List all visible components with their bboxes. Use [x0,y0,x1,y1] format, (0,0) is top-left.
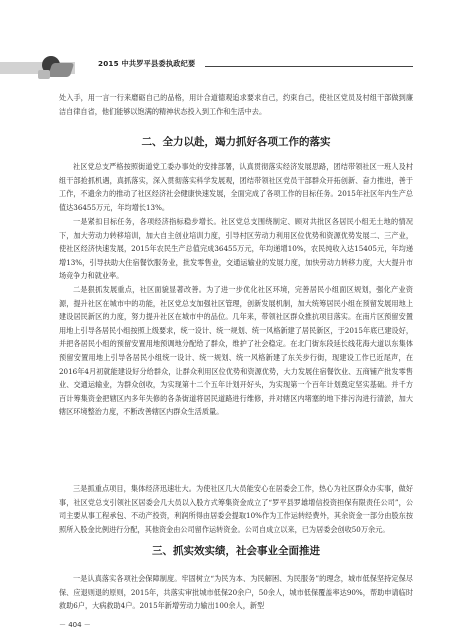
running-header [0,54,471,84]
header-title: 2015 中共罗平县委执政纪要 [98,59,196,68]
section1-paragraph-4: 三是抓重点项目，集体经济迅速壮大。为使社区几大员能安心在居委会工作，热心为社区群众办实事，做好事，社区党总支引领社区居委会几大员以入股方式筹集资金成立了“罗平县罗雄增信投资担保有限责任公司”，公司主要从事工程承包、不动产投资，利润所得由居委会提取10%作为工作运转经费外，其余资金一部分由股东按照所入股金比例进行分配，其他资金由公司留作运转资金。公司自成立以来，已为居委会创收50万余元。 [59,484,413,534]
header-logo-icon [36,54,76,82]
section-heading-1: 二、全力以赴，竭力抓好各项工作的落实 [141,136,331,148]
section1-paragraph-1: 社区党总支严格按照街道党工委办事处的安排部署，认真贯彻落实经济发展思路，团结带领社区一班人及村组干部抢抓机遇，真抓落实，深入贯彻落实科学发展观，团结带领社区党员干部群众开拓创新、奋力推进，善于工作，不遗余力的推动了社区经济社会健康快速发展，全面完成了各项工作的目标任务。2015年社区年内生产总值达36455万元，年均增长13%。 [59,162,413,212]
section-heading-2: 三、抓实效实绩，社会事业全面推进 [152,545,320,557]
section1-paragraph-3: 二是狠抓发展重点，社区面貌显著改善。为了进一步优化社区环境，完善居民小组面区规划，强化产业资源，提升社区在城市中的功能，社区党总支加强社区管理，创新发展机制，加大统筹居民小组在预留发展用地上建设居民新区的力度，努力提升社区在城市中的品位。几年来，带领社区群众推抗项目落实。在南片区预留安置用地上引导各居民小组按照上级要求，统一设计、统一规划、统一风格新建了居民新区，于2015年底已建设好，并把各居民小组的预留安置用地预调地分配给了群众，维护了社会稳定。在北门街东段延长线花海大道以东集体预留安置用地上引导各居民小组统一设计、统一规划、统一风格新建了东关步行街，现建设工作已近尾声，在2016年4月初就能建设好分给群众，让群众利用区位优势和资源优势，大力发展住宿餐饮业、五商铺产批发零售业、交通运输业，为群众创收，为实现第十二个五年计划开好头，为实现第一个百年计划奠定坚实基础。并千方百计筹集资金把辖区内多年失修的各条街道将居民道路进行维修，并对辖区内堵塞的地下排污沟进行清淤，加大辖区环境整治力度，不断改善辖区内群众生活质量。 [59,285,413,417]
header-rule [205,66,413,67]
section2-paragraph-1: 一是认真落实各项社会保障制度。牢固树立“为民为本、为民解困、为民服务”的理念，城市低保坚持定保尽保、应退则退的原则，2015年，共落实审批城市低保20余户，50余人，城市低保覆盖率达90%，帮助申请临时救助6户，大病救助4户。2015年新增劳动力输出100余人，新型 [59,574,413,611]
page-number: － 404 － [59,621,91,629]
section1-paragraph-2: 一是紧扣目标任务，各项经济指标稳步增长。社区党总支围绕制定、顾对共批区各居民小组无土地的情况下，加大劳动力转移培训，加大自主创业培训力度，引导村区劳动力利用区位优势和资源优势发展二、三产业，使社区经济快速发展，2015年农民生产总值完成36455万元，年均递增10%，农民纯收入达15405元，年均递增13%，引导扶助大住宿餐饮服务业，批发零售业，交通运输业的发展力度，加快劳动力转移力度，大大提升市场竞争力和就业率。 [59,217,413,281]
paragraph-top-1: 处入手，用一言一行来磨砺自己的品格，用计合道德观追求要求自己，约束自己，使社区党员及村组干部做到廉洁自律自省，他们能够以饱满的精神状态投入到工作和生活中去。 [59,93,413,116]
